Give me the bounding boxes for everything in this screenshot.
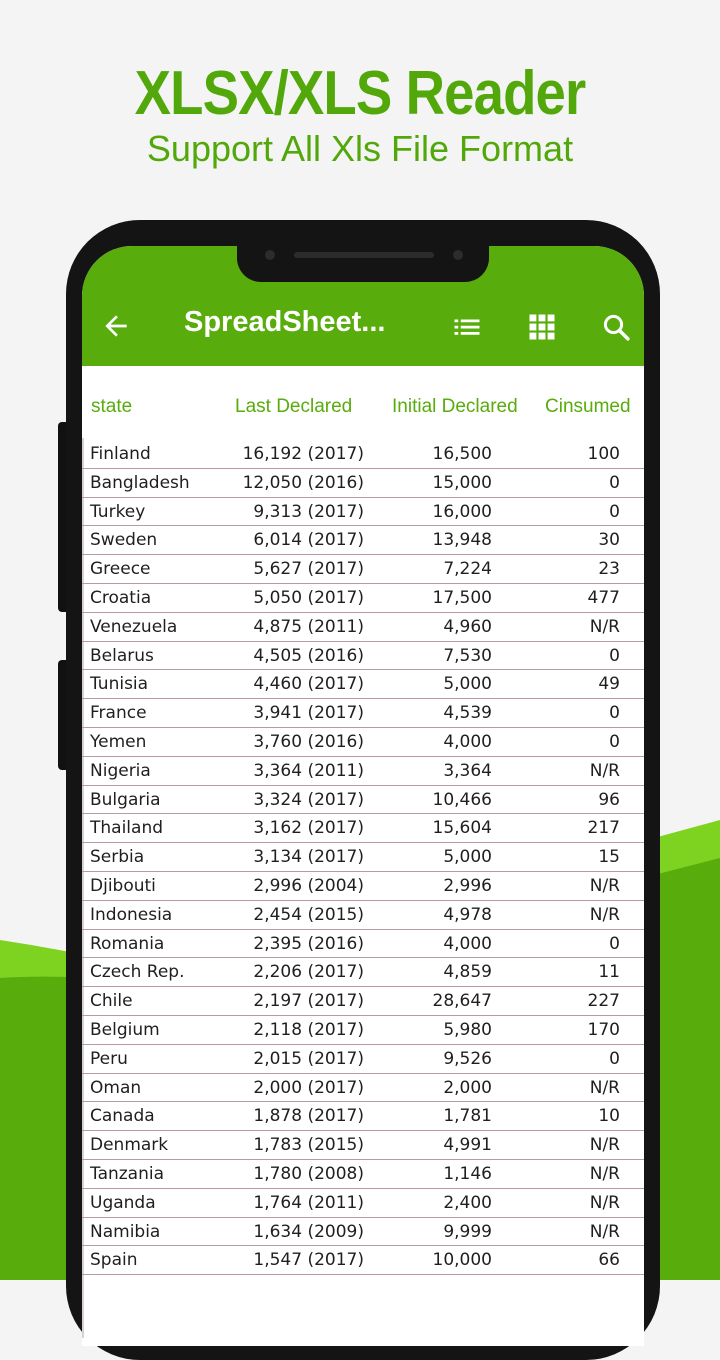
cell-consumed[interactable]: 170 xyxy=(587,1020,620,1040)
cell-initial-declared[interactable]: 1,146 xyxy=(443,1164,492,1184)
table-row[interactable] xyxy=(82,1160,644,1189)
cell-initial-declared[interactable]: 4,978 xyxy=(443,904,492,925)
cell-initial-declared[interactable]: 5,000 xyxy=(443,847,492,868)
table-row[interactable] xyxy=(82,1246,644,1275)
search-icon[interactable] xyxy=(601,312,631,342)
table-row[interactable] xyxy=(82,670,644,699)
cell-last-declared[interactable]: 3,941 (2017) xyxy=(253,703,364,724)
cell-consumed[interactable]: 0 xyxy=(609,703,620,724)
phone-screen xyxy=(82,246,644,1346)
cell-state[interactable]: Belarus xyxy=(90,645,154,666)
cell-state[interactable]: Nigeria xyxy=(90,760,151,781)
app-bar xyxy=(82,246,644,366)
cell-consumed[interactable]: N/R xyxy=(589,1077,620,1098)
table-row[interactable] xyxy=(82,699,644,728)
cell-consumed[interactable]: 477 xyxy=(587,588,620,608)
cell-state[interactable]: Serbia xyxy=(90,847,145,868)
table-row[interactable] xyxy=(82,584,644,613)
cell-initial-declared[interactable]: 3,364 xyxy=(443,760,492,781)
cell-state[interactable]: Uganda xyxy=(90,1192,156,1213)
cell-state[interactable]: Bulgaria xyxy=(90,789,161,810)
table-row[interactable] xyxy=(82,901,644,930)
table-row[interactable] xyxy=(82,1016,644,1045)
phone-side-button xyxy=(58,660,66,770)
cell-initial-declared[interactable]: 4,000 xyxy=(443,933,492,954)
cell-initial-declared[interactable]: 16,500 xyxy=(432,444,492,464)
cell-state[interactable]: Bangladesh xyxy=(90,472,190,493)
cell-state[interactable]: Chile xyxy=(90,991,133,1012)
table-row[interactable] xyxy=(82,728,644,757)
cell-state[interactable]: France xyxy=(90,703,147,724)
cell-initial-declared[interactable]: 15,000 xyxy=(432,472,492,493)
cell-consumed[interactable]: 217 xyxy=(587,818,620,839)
table-row[interactable] xyxy=(82,498,644,527)
cell-consumed[interactable]: N/R xyxy=(589,1192,620,1213)
promo-subtitle: Support All Xls File Format xyxy=(146,128,574,169)
speaker-grille xyxy=(294,252,434,258)
cell-state[interactable]: Yemen xyxy=(90,732,147,752)
cell-consumed[interactable]: 0 xyxy=(609,732,620,752)
grid-icon[interactable] xyxy=(527,312,557,342)
cell-initial-declared[interactable]: 7,224 xyxy=(443,559,492,580)
cell-initial-declared[interactable]: 1,781 xyxy=(443,1106,492,1127)
table-row[interactable] xyxy=(82,786,644,815)
cell-initial-declared[interactable]: 28,647 xyxy=(432,991,492,1012)
table-row[interactable] xyxy=(82,958,644,987)
cell-initial-declared[interactable]: 2,400 xyxy=(443,1192,492,1213)
cell-initial-declared[interactable]: 4,539 xyxy=(443,703,492,724)
cell-state[interactable]: Canada xyxy=(90,1106,155,1127)
table-header xyxy=(82,396,644,426)
cell-last-declared[interactable]: 5,627 (2017) xyxy=(253,559,364,580)
cell-last-declared[interactable]: 2,118 (2017) xyxy=(253,1020,364,1040)
cell-state[interactable]: Oman xyxy=(90,1077,142,1098)
cell-consumed[interactable]: N/R xyxy=(589,616,620,637)
cell-last-declared[interactable]: 1,764 (2011) xyxy=(253,1192,364,1213)
cell-state[interactable]: Thailand xyxy=(90,818,164,839)
cell-last-declared[interactable]: 5,050 (2017) xyxy=(253,588,364,608)
promo-title: XLSX/XLS Reader xyxy=(134,59,586,128)
cell-last-declared[interactable]: 1,634 (2009) xyxy=(253,1221,364,1242)
cell-state[interactable]: Romania xyxy=(90,933,165,954)
cell-initial-declared[interactable]: 2,996 xyxy=(443,876,492,896)
table-row[interactable] xyxy=(82,1218,644,1247)
cell-last-declared[interactable]: 2,197 (2017) xyxy=(253,991,364,1012)
cell-consumed[interactable]: 96 xyxy=(598,789,620,810)
cell-last-declared[interactable]: 1,547 (2017) xyxy=(253,1250,364,1271)
cell-consumed[interactable]: N/R xyxy=(589,904,620,925)
cell-last-declared[interactable]: 2,000 (2017) xyxy=(253,1077,364,1098)
cell-consumed[interactable]: 0 xyxy=(609,933,620,954)
table-row[interactable] xyxy=(82,469,644,498)
list-icon[interactable] xyxy=(452,312,482,342)
table-row[interactable] xyxy=(82,642,644,671)
cell-state[interactable]: Peru xyxy=(90,1048,128,1069)
cell-initial-declared[interactable]: 15,604 xyxy=(432,818,492,839)
cell-initial-declared[interactable]: 5,000 xyxy=(443,674,492,695)
cell-consumed[interactable]: N/R xyxy=(589,1221,620,1242)
back-arrow-icon[interactable] xyxy=(100,310,132,342)
cell-consumed[interactable]: 227 xyxy=(587,991,620,1012)
cell-state[interactable]: Czech Rep. xyxy=(90,962,185,983)
header-last-declared[interactable]: Last Declared xyxy=(235,396,353,417)
cell-initial-declared[interactable]: 2,000 xyxy=(443,1077,492,1098)
cell-initial-declared[interactable]: 16,000 xyxy=(432,501,492,522)
table-row[interactable] xyxy=(82,843,644,872)
cell-last-declared[interactable]: 4,460 (2017) xyxy=(253,674,364,695)
header-initial-declared[interactable]: Initial Declared xyxy=(392,396,518,417)
cell-state[interactable]: Spain xyxy=(90,1250,138,1271)
cell-state[interactable]: Tunisia xyxy=(90,674,149,695)
cell-consumed[interactable]: 11 xyxy=(598,962,620,983)
cell-state[interactable]: Djibouti xyxy=(90,876,156,896)
cell-last-declared[interactable]: 2,454 (2015) xyxy=(253,904,364,925)
cell-last-declared[interactable]: 2,206 (2017) xyxy=(253,962,364,983)
cell-initial-declared[interactable]: 10,466 xyxy=(432,789,492,810)
cell-state[interactable]: Indonesia xyxy=(90,904,173,925)
table-row[interactable] xyxy=(82,526,644,555)
cell-consumed[interactable]: N/R xyxy=(589,1164,620,1184)
cell-state[interactable]: Namibia xyxy=(90,1221,161,1242)
cell-consumed[interactable]: 0 xyxy=(609,1048,620,1069)
cell-initial-declared[interactable]: 4,960 xyxy=(443,616,492,637)
cell-state[interactable]: Finland xyxy=(90,444,151,464)
cell-last-declared[interactable]: 1,878 (2017) xyxy=(253,1106,364,1127)
phone-notch xyxy=(237,246,489,282)
cell-last-declared[interactable]: 3,134 (2017) xyxy=(253,847,364,868)
table-row[interactable] xyxy=(82,930,644,959)
table-row[interactable] xyxy=(82,1045,644,1074)
cell-last-declared[interactable]: 3,324 (2017) xyxy=(253,789,364,810)
cell-initial-declared[interactable]: 4,859 xyxy=(443,962,492,983)
cell-consumed[interactable]: 30 xyxy=(598,530,620,551)
cell-consumed[interactable]: 66 xyxy=(598,1250,620,1271)
cell-initial-declared[interactable]: 13,948 xyxy=(432,530,492,551)
cell-last-declared[interactable]: 3,760 (2016) xyxy=(253,732,364,752)
table-row[interactable] xyxy=(82,872,644,901)
cell-state[interactable]: Turkey xyxy=(90,501,146,522)
cell-initial-declared[interactable]: 4,991 xyxy=(443,1135,492,1156)
cell-last-declared[interactable]: 1,780 (2008) xyxy=(253,1164,364,1184)
cell-consumed[interactable]: 15 xyxy=(598,847,620,868)
cell-consumed[interactable]: N/R xyxy=(589,876,620,896)
table-row[interactable] xyxy=(82,440,644,469)
phone-side-button xyxy=(58,422,66,612)
cell-last-declared[interactable]: 12,050 (2016) xyxy=(242,472,364,493)
table-row[interactable] xyxy=(82,757,644,786)
cell-last-declared[interactable]: 2,015 (2017) xyxy=(253,1048,364,1069)
cell-last-declared[interactable]: 3,364 (2011) xyxy=(253,760,364,781)
cell-last-declared[interactable]: 1,783 (2015) xyxy=(253,1135,364,1156)
cell-last-declared[interactable]: 4,505 (2016) xyxy=(253,645,364,666)
cell-initial-declared[interactable]: 4,000 xyxy=(443,732,492,752)
cell-consumed[interactable]: 0 xyxy=(609,472,620,493)
cell-state[interactable]: Venezuela xyxy=(90,616,178,637)
cell-consumed[interactable]: 0 xyxy=(609,645,620,666)
table-row[interactable] xyxy=(82,1074,644,1103)
table-row[interactable] xyxy=(82,613,644,642)
cell-state[interactable]: Belgium xyxy=(90,1020,160,1040)
cell-initial-declared[interactable]: 17,500 xyxy=(432,588,492,608)
cell-consumed[interactable]: N/R xyxy=(589,760,620,781)
cell-consumed[interactable]: N/R xyxy=(589,1135,620,1156)
cell-last-declared[interactable]: 2,395 (2016) xyxy=(253,933,364,954)
cell-last-declared[interactable]: 9,313 (2017) xyxy=(253,501,364,522)
header-state[interactable]: state xyxy=(91,396,133,417)
header-consumed[interactable]: Cinsumed xyxy=(545,396,631,417)
cell-last-declared[interactable]: 2,996 (2004) xyxy=(253,876,364,896)
cell-initial-declared[interactable]: 9,526 xyxy=(443,1048,492,1069)
cell-last-declared[interactable]: 16,192 (2017) xyxy=(242,444,364,464)
sensor-dot xyxy=(453,250,463,260)
cell-initial-declared[interactable]: 9,999 xyxy=(443,1221,492,1242)
table-row[interactable] xyxy=(82,1189,644,1218)
cell-state[interactable]: Greece xyxy=(90,559,151,580)
cell-last-declared[interactable]: 6,014 (2017) xyxy=(253,530,364,551)
cell-consumed[interactable]: 0 xyxy=(609,501,620,522)
cell-state[interactable]: Sweden xyxy=(90,530,158,551)
table-row[interactable] xyxy=(82,987,644,1016)
cell-state[interactable]: Tanzania xyxy=(90,1164,165,1184)
cell-last-declared[interactable]: 4,875 (2011) xyxy=(253,616,364,637)
table-row[interactable] xyxy=(82,1102,644,1131)
table-row[interactable] xyxy=(82,1131,644,1160)
camera-dot xyxy=(265,250,275,260)
cell-consumed[interactable]: 10 xyxy=(598,1106,620,1127)
table-row[interactable] xyxy=(82,814,644,843)
cell-initial-declared[interactable]: 10,000 xyxy=(432,1250,492,1271)
cell-last-declared[interactable]: 3,162 (2017) xyxy=(253,818,364,839)
cell-initial-declared[interactable]: 7,530 xyxy=(443,645,492,666)
cell-initial-declared[interactable]: 5,980 xyxy=(443,1020,492,1040)
cell-state[interactable]: Croatia xyxy=(90,588,152,608)
cell-consumed[interactable]: 49 xyxy=(598,674,620,695)
cell-consumed[interactable]: 100 xyxy=(587,444,620,464)
cell-state[interactable]: Denmark xyxy=(90,1135,169,1156)
cell-consumed[interactable]: 23 xyxy=(598,559,620,580)
app-bar-title: SpreadSheet... xyxy=(184,306,386,338)
table-row[interactable] xyxy=(82,555,644,584)
